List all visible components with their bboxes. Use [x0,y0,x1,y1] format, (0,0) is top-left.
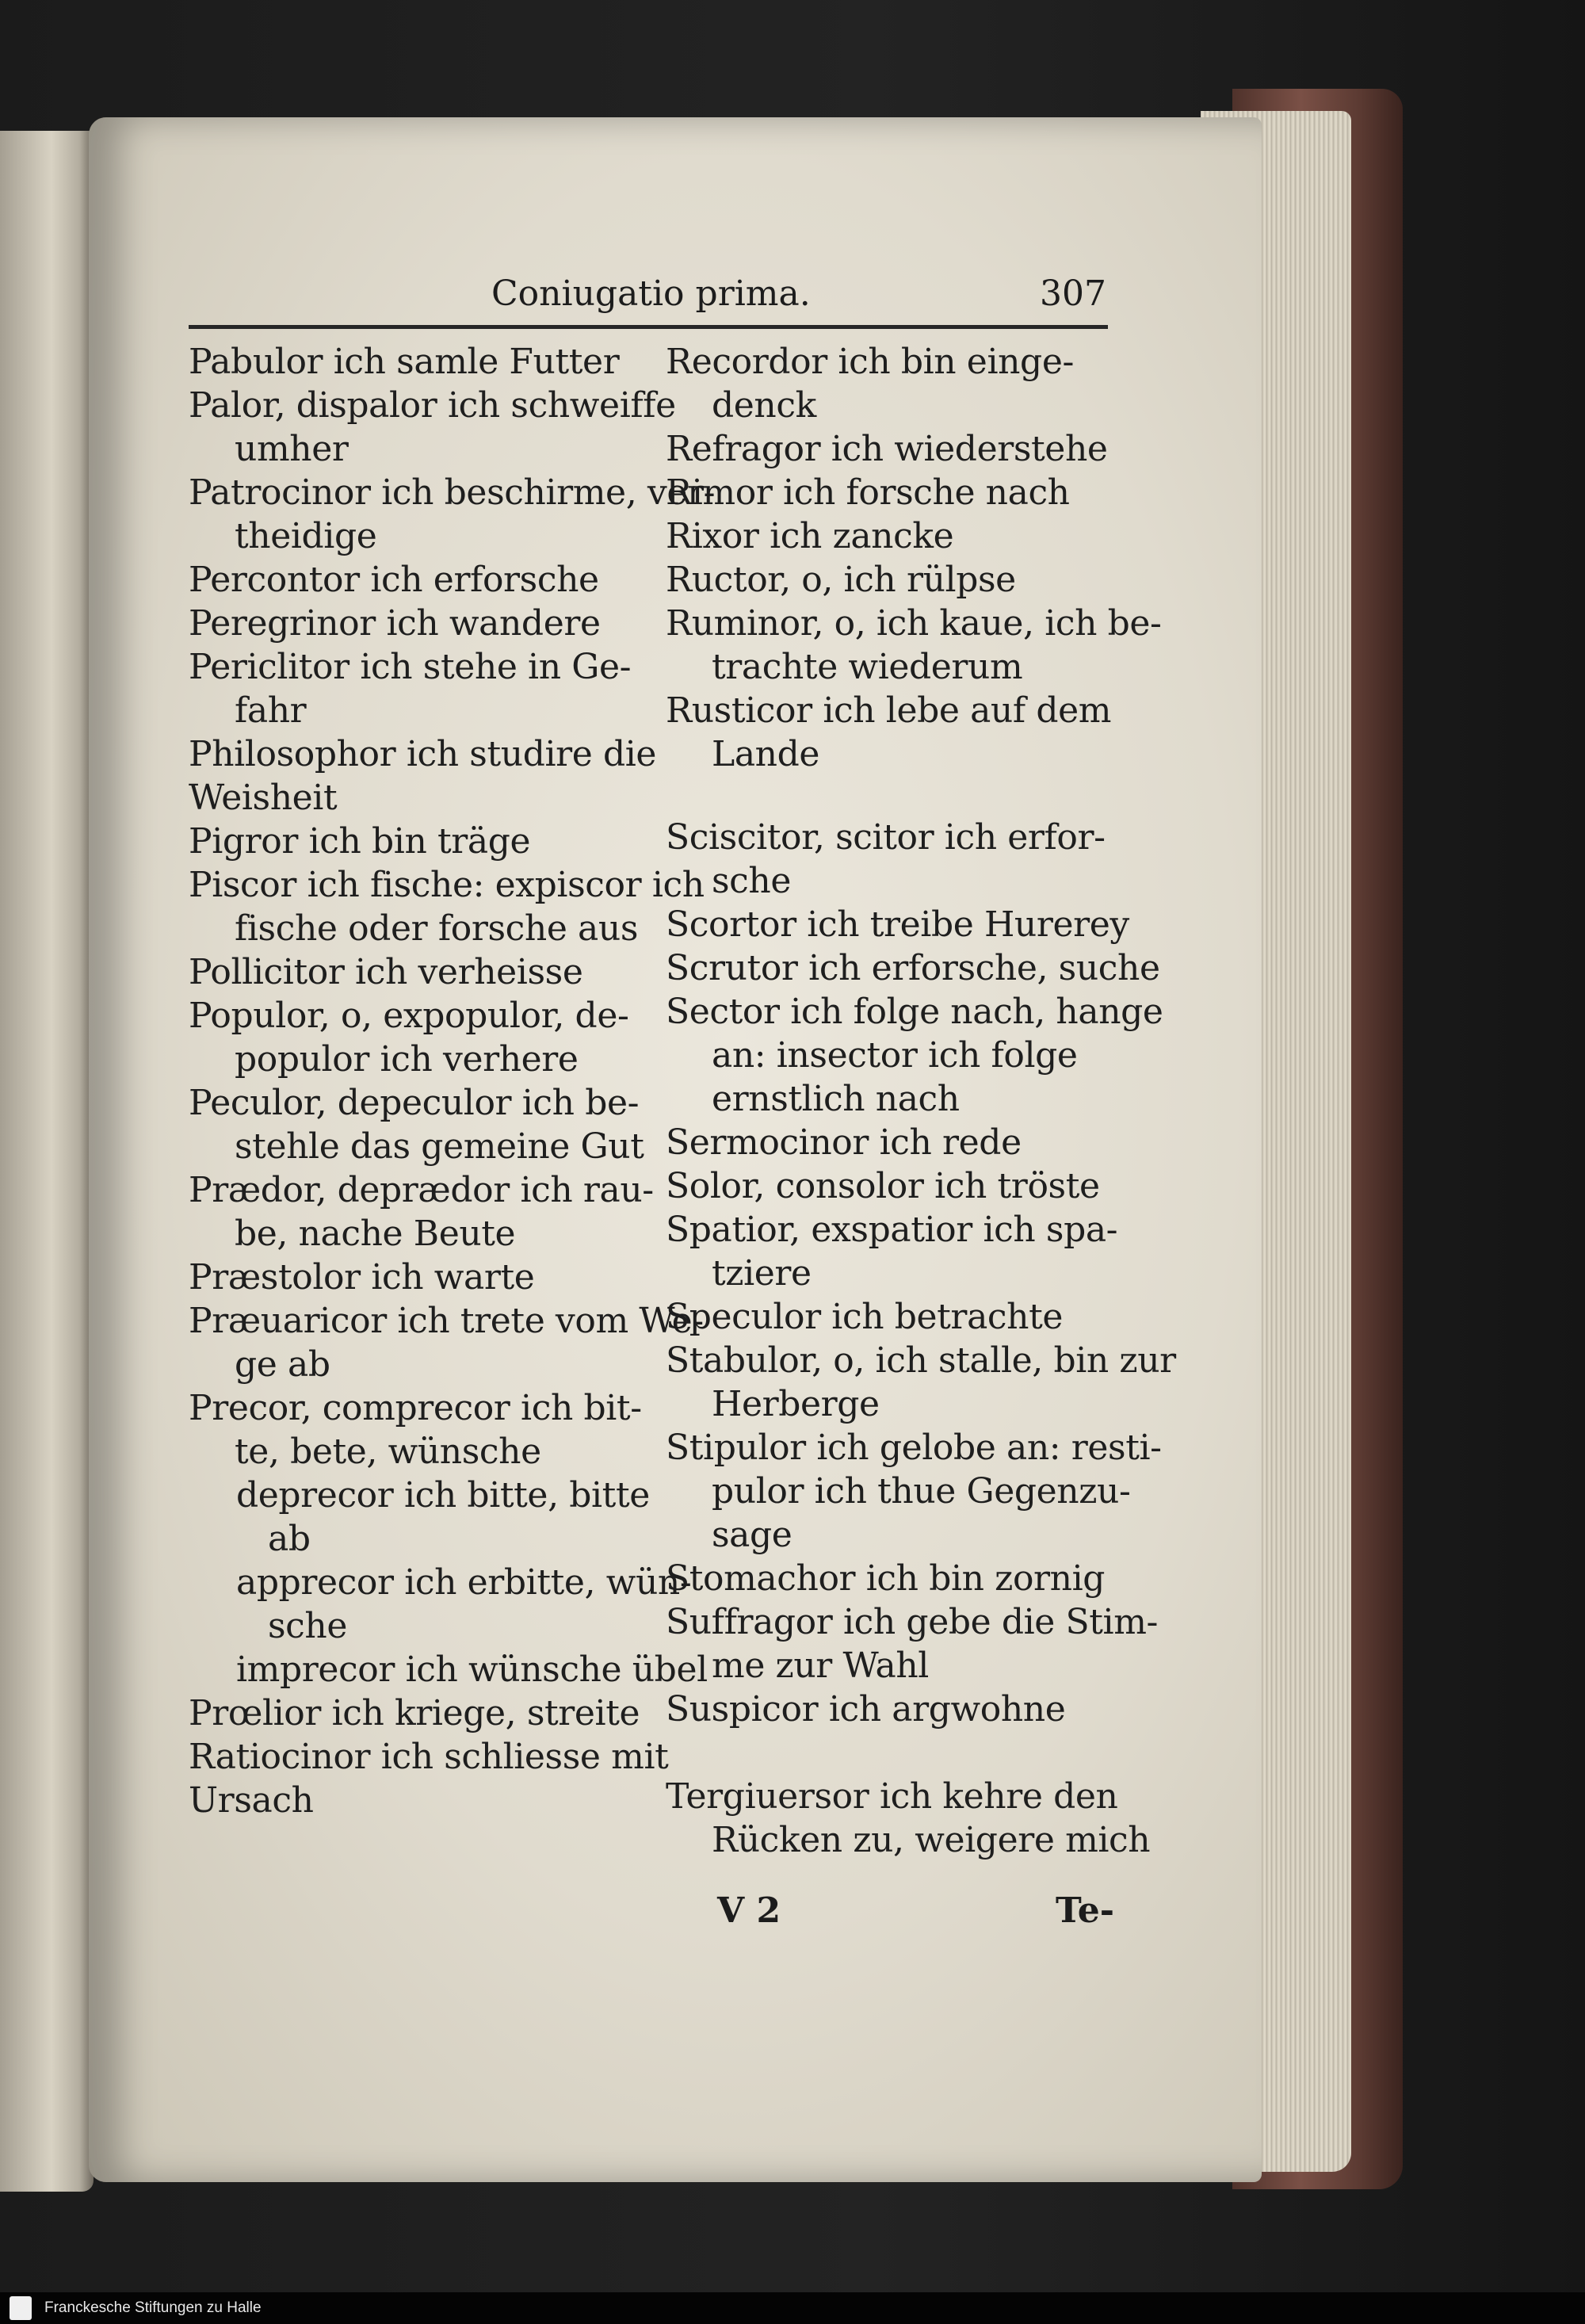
entry-line: fische oder forsche aus [235,908,639,949]
entry-line: Stomachor ich bin zornig [666,1558,1106,1599]
entry-line: Scrutor ich erforsche, suche [666,948,1160,988]
entry-line: Lande [712,734,819,774]
entry-line: trachte wiederum [712,647,1023,687]
header-rule [189,325,1108,329]
entry-line: Stipulor ich gelobe an: resti- [666,1428,1162,1468]
entry-line: Scortor ich treibe Hurerey [666,904,1129,945]
entry-line: Ructor, o, ich rülpse [666,560,1016,600]
entry-line: pulor ich thue Gegenzu- [712,1471,1131,1512]
watermark-text: Franckesche Stiftungen zu Halle [44,2299,262,2316]
entry-line: an: insector ich folge [712,1035,1078,1076]
entry-line: Speculor ich betrachte [666,1297,1064,1337]
entry-line: sage [712,1515,792,1555]
entry-line: Weisheit [189,778,338,818]
entry-line: Spatior, exspatior ich spa- [666,1210,1118,1250]
entry-line: Populor, o, expopulor, de- [189,996,629,1036]
entry-line: Herberge [712,1384,880,1424]
entry-line: Pollicitor ich verheisse [189,952,583,992]
entry-line: Prœlior ich kriege, streite [189,1693,640,1733]
entry-line: Solor, consolor ich tröste [666,1166,1100,1206]
page-number: 307 [1040,273,1106,314]
entry-line: ernstlich nach [712,1079,960,1119]
entry-line: Percontor ich erforsche [189,560,599,600]
entry-line: te, bete, wünsche [235,1431,541,1472]
entry-line: Palor, dispalor ich schweiffe [189,385,676,426]
entry-line: Pigror ich bin träge [189,821,531,862]
entry-line: Ruminor, o, ich kaue, ich be- [666,603,1162,644]
entry-line: Sciscitor, scitor ich erfor- [666,817,1106,858]
entry-line: Ratiocinor ich schliesse mit [189,1737,669,1777]
entry-line: Ursach [189,1780,314,1821]
entry-line: Rixor ich zancke [666,516,954,556]
entry-line: Rimor ich forsche nach [666,472,1070,513]
entry-line: Periclitor ich stehe in Ge- [189,647,632,687]
entry-line: fahr [235,690,307,731]
entry-line: Recordor ich bin einge- [666,342,1074,382]
entry-line: Rücken zu, weigere mich [712,1820,1151,1860]
entry-line: Tergiuersor ich kehre den [666,1776,1118,1817]
entry-line: Precor, comprecor ich bit- [189,1388,642,1428]
left-page-fragment [0,131,94,2192]
entry-line: deprecor ich bitte, bitte [236,1475,650,1516]
entry-line: Pabulor ich samle Futter [189,342,620,382]
entry-line: Refragor ich wiederstehe [666,429,1108,469]
running-title: Coniugatio prima. [491,273,811,314]
entry-line: Stabulor, o, ich stalle, bin zur [666,1340,1176,1381]
institution-logo-icon [10,2296,32,2320]
entry-line: Præuaricor ich trete vom We- [189,1301,704,1341]
entry-line: me zur Wahl [712,1646,929,1686]
entry-line: denck [712,385,816,426]
entry-line: tziere [712,1253,812,1294]
entry-line: be, nache Beute [235,1214,516,1254]
entry-line: stehle das gemeine Gut [235,1126,644,1167]
entry-line: Peregrinor ich wandere [189,603,601,644]
entry-line: Piscor ich fische: expiscor ich [189,865,705,905]
entry-line: sche [712,861,791,901]
entry-line: Sermocinor ich rede [666,1122,1022,1163]
entry-line: Patrocinor ich beschirme, ver- [189,472,716,513]
entry-line: theidige [235,516,377,556]
entry-line: Præstolor ich warte [189,1257,535,1298]
entry-line: sche [268,1606,347,1646]
catchword: Te- [1056,1890,1114,1931]
entry-line: Rusticor ich lebe auf dem [666,690,1112,731]
entry-line: Suffragor ich gebe die Stim- [666,1602,1158,1642]
entry-line: Sector ich folge nach, hange [666,992,1163,1032]
entry-line: Suspicor ich argwohne [666,1689,1066,1730]
entry-line: Prædor, deprædor ich rau- [189,1170,654,1210]
entry-line: ab [268,1519,311,1559]
entry-line: umher [235,429,349,469]
entry-line: imprecor ich wünsche übel [236,1649,708,1690]
entry-line: apprecor ich erbitte, wün- [236,1562,692,1603]
entry-line: populor ich verhere [235,1039,579,1080]
entry-line: Peculor, depeculor ich be- [189,1083,640,1123]
entry-line: ge ab [235,1344,330,1385]
entry-line: Philosophor ich studire die [189,734,657,774]
signature-mark: V 2 [717,1890,781,1931]
